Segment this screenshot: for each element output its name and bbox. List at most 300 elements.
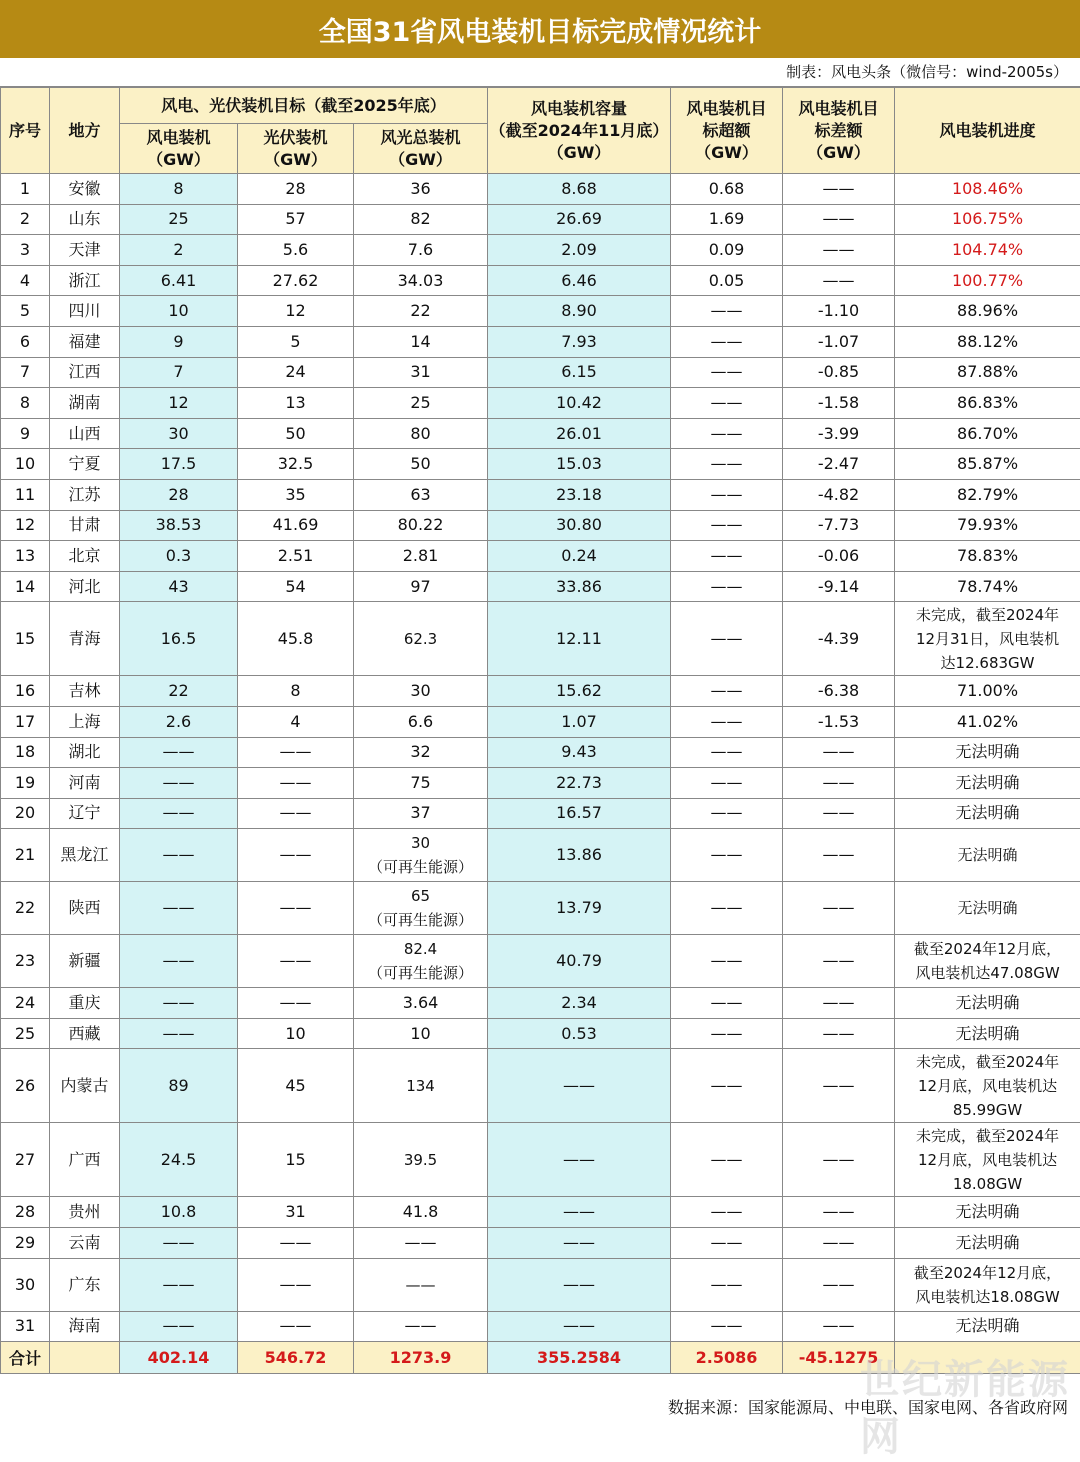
cell-progress: 未完成，截至2024年 12月底，风电装机达 85.99GW xyxy=(895,1049,1080,1123)
header-target-group: 风电、光伏装机目标（截至2025年底） xyxy=(120,88,488,124)
table-row xyxy=(1,1228,1080,1259)
cell-solar: —— xyxy=(238,737,354,768)
cell-exceed: —— xyxy=(671,676,783,707)
cell-gap: —— xyxy=(783,882,895,935)
table-row xyxy=(1,988,1080,1019)
cell-progress: 82.79% xyxy=(895,479,1080,510)
cell-cap: 33.86 xyxy=(488,571,671,602)
table-maker-note: 制表：风电头条（微信号：wind-2005s） xyxy=(0,58,1080,87)
table-row xyxy=(1,388,1080,419)
totals-solar: 546.72 xyxy=(238,1342,354,1374)
cell-solar: —— xyxy=(238,1258,354,1311)
cell-wind: —— xyxy=(120,882,238,935)
cell-wind: 28 xyxy=(120,479,238,510)
table-row xyxy=(1,296,1080,327)
cell-cap: —— xyxy=(488,1228,671,1259)
table-row xyxy=(1,1123,1080,1197)
cell-exceed: —— xyxy=(671,571,783,602)
cell-exceed: —— xyxy=(671,1018,783,1049)
cell-solar: 15 xyxy=(238,1123,354,1197)
cell-total: 97 xyxy=(354,571,488,602)
cell-exceed: —— xyxy=(671,829,783,882)
cell-gap: -0.85 xyxy=(783,357,895,388)
cell-exceed: —— xyxy=(671,935,783,988)
cell-exceed: —— xyxy=(671,357,783,388)
cell-progress: 无法明确 xyxy=(895,1228,1080,1259)
cell-exceed: —— xyxy=(671,737,783,768)
cell-total: 34.03 xyxy=(354,265,488,296)
table-row xyxy=(1,418,1080,449)
data-source: 数据来源：国家能源局、中电联、国家电网、各省政府网 xyxy=(0,1394,1080,1422)
table-row xyxy=(1,706,1080,737)
cell-progress: 截至2024年12月底， 风电装机达18.08GW xyxy=(895,1258,1080,1311)
cell-exceed: —— xyxy=(671,326,783,357)
table-row xyxy=(1,1311,1080,1342)
cell-cap: —— xyxy=(488,1123,671,1197)
cell-region: 内蒙古 xyxy=(50,1049,120,1123)
cell-cap: 6.15 xyxy=(488,357,671,388)
table-row xyxy=(1,479,1080,510)
cell-total: 50 xyxy=(354,449,488,480)
cell-wind: —— xyxy=(120,935,238,988)
cell-solar: —— xyxy=(238,988,354,1019)
cell-wind: 30 xyxy=(120,418,238,449)
cell-exceed: —— xyxy=(671,479,783,510)
cell-cap: 26.01 xyxy=(488,418,671,449)
cell-solar: —— xyxy=(238,768,354,799)
cell-exceed: —— xyxy=(671,1311,783,1342)
header-seq: 序号 xyxy=(1,88,50,174)
cell-total: —— xyxy=(354,1311,488,1342)
cell-cap: 6.46 xyxy=(488,265,671,296)
cell-seq: 27 xyxy=(1,1123,50,1197)
cell-gap: —— xyxy=(783,1258,895,1311)
table-row xyxy=(1,829,1080,882)
cell-seq: 30 xyxy=(1,1258,50,1311)
cell-solar: —— xyxy=(238,935,354,988)
cell-exceed: —— xyxy=(671,1258,783,1311)
table-row xyxy=(1,737,1080,768)
cell-region: 甘肃 xyxy=(50,510,120,541)
cell-region: 黑龙江 xyxy=(50,829,120,882)
cell-cap: 26.69 xyxy=(488,204,671,235)
cell-region: 陕西 xyxy=(50,882,120,935)
cell-seq: 28 xyxy=(1,1197,50,1228)
cell-exceed: 0.05 xyxy=(671,265,783,296)
cell-total: 10 xyxy=(354,1018,488,1049)
table-row xyxy=(1,449,1080,480)
cell-wind: —— xyxy=(120,798,238,829)
cell-wind: 89 xyxy=(120,1049,238,1123)
cell-gap: —— xyxy=(783,829,895,882)
cell-progress: 85.87% xyxy=(895,449,1080,480)
header-gap: 风电装机目 标差额 （GW） xyxy=(783,88,895,174)
cell-solar: 27.62 xyxy=(238,265,354,296)
cell-progress: 未完成，截至2024年 12月31日，风电装机 达12.683GW xyxy=(895,602,1080,676)
cell-gap: -4.39 xyxy=(783,602,895,676)
table-row xyxy=(1,602,1080,676)
cell-exceed: —— xyxy=(671,706,783,737)
cell-total: —— xyxy=(354,1228,488,1259)
cell-region: 山西 xyxy=(50,418,120,449)
cell-region: 湖北 xyxy=(50,737,120,768)
table-row xyxy=(1,1197,1080,1228)
cell-wind: 10 xyxy=(120,296,238,327)
cell-gap: —— xyxy=(783,235,895,266)
cell-region: 四川 xyxy=(50,296,120,327)
cell-total: 7.6 xyxy=(354,235,488,266)
cell-cap: 8.68 xyxy=(488,174,671,205)
cell-solar: —— xyxy=(238,798,354,829)
cell-wind: —— xyxy=(120,988,238,1019)
cell-exceed: —— xyxy=(671,798,783,829)
cell-region: 广东 xyxy=(50,1258,120,1311)
header-solar-target: 光伏装机 （GW） xyxy=(238,124,354,174)
cell-seq: 6 xyxy=(1,326,50,357)
cell-exceed: —— xyxy=(671,449,783,480)
cell-total: 39.5 xyxy=(354,1123,488,1197)
cell-solar: 5.6 xyxy=(238,235,354,266)
table-row xyxy=(1,541,1080,572)
table-row xyxy=(1,935,1080,988)
cell-progress: 无法明确 xyxy=(895,768,1080,799)
cell-cap: 13.86 xyxy=(488,829,671,882)
cell-seq: 26 xyxy=(1,1049,50,1123)
cell-seq: 5 xyxy=(1,296,50,327)
cell-exceed: —— xyxy=(671,1197,783,1228)
cell-solar: —— xyxy=(238,1228,354,1259)
cell-total: 3.64 xyxy=(354,988,488,1019)
cell-total: 25 xyxy=(354,388,488,419)
cell-cap: 1.07 xyxy=(488,706,671,737)
cell-solar: 24 xyxy=(238,357,354,388)
cell-exceed: —— xyxy=(671,988,783,1019)
cell-cap: 0.24 xyxy=(488,541,671,572)
cell-cap: —— xyxy=(488,1311,671,1342)
cell-progress: 无法明确 xyxy=(895,798,1080,829)
cell-gap: —— xyxy=(783,1197,895,1228)
cell-gap: -1.53 xyxy=(783,706,895,737)
cell-total: 62.3 xyxy=(354,602,488,676)
cell-cap: —— xyxy=(488,1197,671,1228)
cell-progress: 未完成，截至2024年 12月底，风电装机达 18.08GW xyxy=(895,1123,1080,1197)
cell-region: 云南 xyxy=(50,1228,120,1259)
cell-gap: -7.73 xyxy=(783,510,895,541)
cell-seq: 1 xyxy=(1,174,50,205)
cell-gap: -0.06 xyxy=(783,541,895,572)
cell-wind: 22 xyxy=(120,676,238,707)
cell-solar: —— xyxy=(238,829,354,882)
cell-progress: 78.74% xyxy=(895,571,1080,602)
cell-gap: —— xyxy=(783,737,895,768)
cell-seq: 24 xyxy=(1,988,50,1019)
cell-region: 天津 xyxy=(50,235,120,266)
cell-total: 134 xyxy=(354,1049,488,1123)
cell-gap: -2.47 xyxy=(783,449,895,480)
cell-cap: —— xyxy=(488,1258,671,1311)
cell-cap: 2.34 xyxy=(488,988,671,1019)
cell-gap: —— xyxy=(783,1018,895,1049)
cell-progress: 106.75% xyxy=(895,204,1080,235)
cell-region: 福建 xyxy=(50,326,120,357)
cell-gap: -6.38 xyxy=(783,676,895,707)
cell-wind: 17.5 xyxy=(120,449,238,480)
cell-total: 63 xyxy=(354,479,488,510)
cell-wind: 25 xyxy=(120,204,238,235)
cell-seq: 17 xyxy=(1,706,50,737)
cell-solar: 54 xyxy=(238,571,354,602)
cell-region: 江西 xyxy=(50,357,120,388)
cell-progress: 无法明确 xyxy=(895,1311,1080,1342)
cell-wind: 2 xyxy=(120,235,238,266)
table-row xyxy=(1,204,1080,235)
cell-total: 31 xyxy=(354,357,488,388)
header-wind-target: 风电装机 （GW） xyxy=(120,124,238,174)
cell-total: 80.22 xyxy=(354,510,488,541)
cell-region: 江苏 xyxy=(50,479,120,510)
cell-gap: -1.07 xyxy=(783,326,895,357)
cell-gap: —— xyxy=(783,1228,895,1259)
cell-seq: 18 xyxy=(1,737,50,768)
cell-total: 22 xyxy=(354,296,488,327)
cell-seq: 4 xyxy=(1,265,50,296)
cell-seq: 21 xyxy=(1,829,50,882)
cell-progress: 108.46% xyxy=(895,174,1080,205)
cell-region: 广西 xyxy=(50,1123,120,1197)
cell-seq: 25 xyxy=(1,1018,50,1049)
cell-cap: 23.18 xyxy=(488,479,671,510)
cell-solar: 2.51 xyxy=(238,541,354,572)
totals-capacity: 355.2584 xyxy=(488,1342,671,1374)
cell-progress: 无法明确 xyxy=(895,1018,1080,1049)
cell-solar: 5 xyxy=(238,326,354,357)
cell-solar: 45.8 xyxy=(238,602,354,676)
cell-total: 75 xyxy=(354,768,488,799)
cell-gap: -1.58 xyxy=(783,388,895,419)
header-progress: 风电装机进度 xyxy=(895,88,1080,174)
cell-solar: 8 xyxy=(238,676,354,707)
cell-seq: 19 xyxy=(1,768,50,799)
cell-total: 82.4 （可再生能源） xyxy=(354,935,488,988)
cell-solar: 45 xyxy=(238,1049,354,1123)
cell-cap: 0.53 xyxy=(488,1018,671,1049)
cell-cap: 30.80 xyxy=(488,510,671,541)
table-row xyxy=(1,510,1080,541)
cell-solar: 4 xyxy=(238,706,354,737)
cell-total: 2.81 xyxy=(354,541,488,572)
cell-seq: 12 xyxy=(1,510,50,541)
cell-wind: —— xyxy=(120,829,238,882)
cell-region: 浙江 xyxy=(50,265,120,296)
cell-solar: 10 xyxy=(238,1018,354,1049)
totals-wind: 402.14 xyxy=(120,1342,238,1374)
cell-total: 30 （可再生能源） xyxy=(354,829,488,882)
totals-exceed: 2.5086 xyxy=(671,1342,783,1374)
cell-exceed: —— xyxy=(671,602,783,676)
cell-wind: 38.53 xyxy=(120,510,238,541)
cell-solar: 28 xyxy=(238,174,354,205)
cell-progress: 88.96% xyxy=(895,296,1080,327)
cell-cap: 15.62 xyxy=(488,676,671,707)
cell-cap: —— xyxy=(488,1049,671,1123)
table-row xyxy=(1,174,1080,205)
cell-wind: 10.8 xyxy=(120,1197,238,1228)
cell-cap: 2.09 xyxy=(488,235,671,266)
cell-wind: —— xyxy=(120,1311,238,1342)
cell-exceed: —— xyxy=(671,882,783,935)
cell-wind: 0.3 xyxy=(120,541,238,572)
cell-cap: 15.03 xyxy=(488,449,671,480)
header-exceed: 风电装机目 标超额 （GW） xyxy=(671,88,783,174)
cell-total: 41.8 xyxy=(354,1197,488,1228)
cell-exceed: —— xyxy=(671,768,783,799)
cell-total: 30 xyxy=(354,676,488,707)
table-row xyxy=(1,235,1080,266)
cell-wind: 7 xyxy=(120,357,238,388)
cell-total: 37 xyxy=(354,798,488,829)
cell-exceed: —— xyxy=(671,510,783,541)
cell-solar: 35 xyxy=(238,479,354,510)
cell-gap: —— xyxy=(783,935,895,988)
cell-seq: 23 xyxy=(1,935,50,988)
watermark: 世纪新能源网 xyxy=(860,1348,1080,1462)
cell-cap: 40.79 xyxy=(488,935,671,988)
cell-seq: 22 xyxy=(1,882,50,935)
table-row xyxy=(1,326,1080,357)
cell-cap: 7.93 xyxy=(488,326,671,357)
cell-cap: 12.11 xyxy=(488,602,671,676)
cell-solar: 31 xyxy=(238,1197,354,1228)
cell-gap: -3.99 xyxy=(783,418,895,449)
table-row xyxy=(1,357,1080,388)
cell-region: 新疆 xyxy=(50,935,120,988)
cell-cap: 9.43 xyxy=(488,737,671,768)
cell-total: 80 xyxy=(354,418,488,449)
cell-cap: 13.79 xyxy=(488,882,671,935)
table-row xyxy=(1,882,1080,935)
cell-solar: 32.5 xyxy=(238,449,354,480)
cell-solar: —— xyxy=(238,882,354,935)
cell-progress: 无法明确 xyxy=(895,1197,1080,1228)
cell-region: 安徽 xyxy=(50,174,120,205)
cell-region: 吉林 xyxy=(50,676,120,707)
totals-gap: -45.1275 xyxy=(783,1342,895,1374)
cell-solar: 12 xyxy=(238,296,354,327)
cell-cap: 8.90 xyxy=(488,296,671,327)
cell-progress: 79.93% xyxy=(895,510,1080,541)
table-body xyxy=(1,174,1080,1342)
table-row xyxy=(1,1049,1080,1123)
cell-region: 宁夏 xyxy=(50,449,120,480)
cell-total: 36 xyxy=(354,174,488,205)
table-row xyxy=(1,1018,1080,1049)
cell-exceed: —— xyxy=(671,541,783,572)
cell-progress: 86.83% xyxy=(895,388,1080,419)
cell-progress: 无法明确 xyxy=(895,882,1080,935)
table-row xyxy=(1,768,1080,799)
cell-region: 上海 xyxy=(50,706,120,737)
cell-solar: —— xyxy=(238,1311,354,1342)
cell-gap: -4.82 xyxy=(783,479,895,510)
cell-seq: 15 xyxy=(1,602,50,676)
cell-seq: 11 xyxy=(1,479,50,510)
cell-seq: 8 xyxy=(1,388,50,419)
cell-gap: -1.10 xyxy=(783,296,895,327)
cell-progress: 88.12% xyxy=(895,326,1080,357)
cell-gap: -9.14 xyxy=(783,571,895,602)
cell-progress: 100.77% xyxy=(895,265,1080,296)
cell-progress: 截至2024年12月底， 风电装机达47.08GW xyxy=(895,935,1080,988)
cell-wind: 2.6 xyxy=(120,706,238,737)
cell-region: 北京 xyxy=(50,541,120,572)
cell-seq: 13 xyxy=(1,541,50,572)
cell-seq: 7 xyxy=(1,357,50,388)
cell-gap: —— xyxy=(783,1123,895,1197)
cell-wind: —— xyxy=(120,737,238,768)
cell-cap: 16.57 xyxy=(488,798,671,829)
cell-seq: 20 xyxy=(1,798,50,829)
table-row xyxy=(1,676,1080,707)
cell-gap: —— xyxy=(783,768,895,799)
cell-total: 14 xyxy=(354,326,488,357)
cell-seq: 2 xyxy=(1,204,50,235)
cell-wind: 16.5 xyxy=(120,602,238,676)
cell-wind: —— xyxy=(120,1018,238,1049)
cell-region: 河北 xyxy=(50,571,120,602)
cell-total: 65 （可再生能源） xyxy=(354,882,488,935)
cell-cap: 10.42 xyxy=(488,388,671,419)
cell-solar: 57 xyxy=(238,204,354,235)
cell-wind: 12 xyxy=(120,388,238,419)
cell-total: 32 xyxy=(354,737,488,768)
cell-seq: 14 xyxy=(1,571,50,602)
cell-exceed: —— xyxy=(671,388,783,419)
cell-progress: 41.02% xyxy=(895,706,1080,737)
cell-wind: 6.41 xyxy=(120,265,238,296)
cell-total: 82 xyxy=(354,204,488,235)
totals-label: 合计 xyxy=(1,1342,50,1374)
cell-gap: —— xyxy=(783,265,895,296)
totals-region-empty xyxy=(50,1342,120,1374)
cell-progress: 无法明确 xyxy=(895,737,1080,768)
cell-progress: 87.88% xyxy=(895,357,1080,388)
table-row xyxy=(1,798,1080,829)
cell-wind: 9 xyxy=(120,326,238,357)
cell-solar: 50 xyxy=(238,418,354,449)
cell-solar: 41.69 xyxy=(238,510,354,541)
page-title: 全国31省风电装机目标完成情况统计 xyxy=(0,0,1080,58)
cell-total: —— xyxy=(354,1258,488,1311)
cell-progress: 无法明确 xyxy=(895,829,1080,882)
wind-target-table xyxy=(0,87,1080,1374)
cell-gap: —— xyxy=(783,174,895,205)
cell-gap: —— xyxy=(783,204,895,235)
table-row xyxy=(1,265,1080,296)
cell-wind: 24.5 xyxy=(120,1123,238,1197)
cell-progress: 无法明确 xyxy=(895,988,1080,1019)
cell-progress: 71.00% xyxy=(895,676,1080,707)
cell-progress: 104.74% xyxy=(895,235,1080,266)
cell-region: 青海 xyxy=(50,602,120,676)
cell-region: 重庆 xyxy=(50,988,120,1019)
cell-exceed: —— xyxy=(671,1228,783,1259)
header-wind-capacity: 风电装机容量 （截至2024年11月底） （GW） xyxy=(488,88,671,174)
cell-gap: —— xyxy=(783,798,895,829)
cell-exceed: —— xyxy=(671,1049,783,1123)
cell-exceed: —— xyxy=(671,1123,783,1197)
cell-region: 河南 xyxy=(50,768,120,799)
cell-wind: 8 xyxy=(120,174,238,205)
